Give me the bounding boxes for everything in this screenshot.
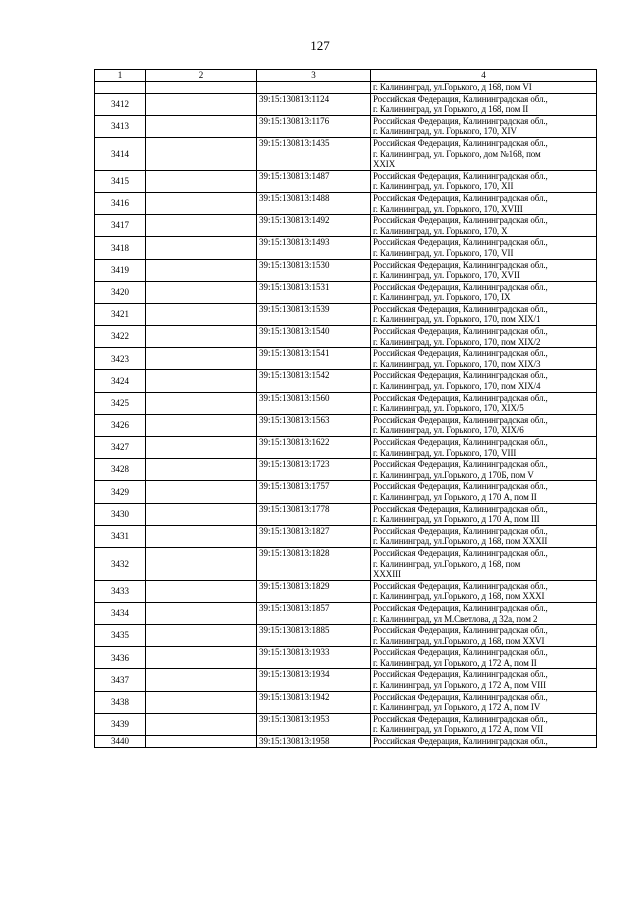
cell-address bbox=[371, 525, 597, 547]
table-row bbox=[95, 669, 597, 691]
address-line: г. Калининград, ул.Горького, д 168, пом XXVI bbox=[373, 635, 545, 646]
cell-cadastral: 39:15:130813:1933 bbox=[257, 647, 371, 669]
address-line: г. Калининград, ул Горького, д 170 А, пом II bbox=[373, 491, 537, 502]
cell-cadastral: 39:15:130813:1934 bbox=[257, 669, 371, 691]
address-line: г. Калининград, ул.Горького, д 168, пом bbox=[373, 558, 521, 569]
cell-col2 bbox=[146, 647, 257, 669]
address-line: Российская Федерация, Калининградская обл., bbox=[373, 459, 548, 470]
cell-col2 bbox=[146, 370, 257, 392]
cell-cadastral: 39:15:130813:1435 bbox=[257, 137, 371, 170]
address-line: Российская Федерация, Калининградская обл., bbox=[373, 137, 548, 148]
address-line: г. Калининград, ул Горького, д 168, пом II bbox=[373, 104, 529, 115]
cell-number: 3429 bbox=[95, 481, 146, 503]
cell-cadastral: 39:15:130813:1828 bbox=[257, 547, 371, 580]
cell-number bbox=[95, 82, 146, 94]
cell-address bbox=[371, 547, 597, 580]
cell-cadastral: 39:15:130813:1778 bbox=[257, 503, 371, 525]
cell-col2 bbox=[146, 580, 257, 602]
address-line: г. Калининград, ул. Горького, дом №168, пом bbox=[373, 148, 541, 159]
table-row bbox=[95, 736, 597, 748]
table-row bbox=[95, 137, 597, 170]
table-row bbox=[95, 437, 597, 459]
table-row bbox=[95, 281, 597, 303]
address-line: Российская Федерация, Калининградская обл., bbox=[373, 669, 548, 680]
address-line: г. Калининград, ул Горького, д 172 А, пом II bbox=[373, 657, 537, 668]
cell-col2 bbox=[146, 414, 257, 436]
cell-address bbox=[371, 259, 597, 281]
cell-number: 3439 bbox=[95, 713, 146, 735]
cell-number: 3426 bbox=[95, 414, 146, 436]
cell-address bbox=[371, 691, 597, 713]
cell-number: 3423 bbox=[95, 348, 146, 370]
cell-cadastral: 39:15:130813:1958 bbox=[257, 736, 371, 748]
table-row bbox=[95, 602, 597, 624]
address-line: Российская Федерация, Калининградская обл., bbox=[373, 437, 548, 447]
cell-cadastral: 39:15:130813:1176 bbox=[257, 115, 371, 137]
cell-number: 3435 bbox=[95, 625, 146, 647]
address-line: г. Калининград, ул. Горького, 170, XVIII bbox=[373, 203, 523, 214]
address-line: Российская Федерация, Калининградская обл., bbox=[373, 602, 548, 613]
address-line: Российская Федерация, Калининградская обл., bbox=[373, 215, 548, 226]
cell-address bbox=[371, 326, 597, 348]
cell-number: 3437 bbox=[95, 669, 146, 691]
cell-cadastral: 39:15:130813:1493 bbox=[257, 237, 371, 259]
address-line: Российская Федерация, Калининградская обл., bbox=[373, 547, 548, 558]
cell-address bbox=[371, 437, 597, 459]
address-line: г. Калининград, ул. Горького, 170, пом XIX/4 bbox=[373, 381, 541, 392]
address-line: г. Калининград, ул. Горького, 170, XIX/6 bbox=[373, 425, 524, 436]
address-line: Российская Федерация, Калининградская обл., bbox=[373, 414, 548, 425]
cell-col2 bbox=[146, 82, 257, 94]
table-row bbox=[95, 370, 597, 392]
address-line: г. Калининград, ул Горького, д 170 А, пом III bbox=[373, 514, 540, 525]
cell-col2 bbox=[146, 93, 257, 115]
table-row bbox=[95, 414, 597, 436]
cell-cadastral: 39:15:130813:1540 bbox=[257, 326, 371, 348]
table-row bbox=[95, 525, 597, 547]
cell-number: 3419 bbox=[95, 259, 146, 281]
cell-cadastral: 39:15:130813:1942 bbox=[257, 691, 371, 713]
cell-number: 3425 bbox=[95, 392, 146, 414]
column-header-4: 4 bbox=[371, 70, 597, 82]
table-header bbox=[95, 70, 597, 82]
cell-address bbox=[371, 459, 597, 481]
cell-number: 3417 bbox=[95, 215, 146, 237]
address-line: Российская Федерация, Калининградская обл., bbox=[373, 115, 548, 126]
cell-address bbox=[371, 303, 597, 325]
table-row bbox=[95, 326, 597, 348]
continuation-row bbox=[95, 82, 597, 94]
address-line: г. Калининград, ул. Горького, 170, XVII bbox=[373, 270, 520, 281]
address-line: Российская Федерация, Калининградская обл., bbox=[373, 691, 548, 702]
cell-number: 3414 bbox=[95, 137, 146, 170]
cell-number: 3427 bbox=[95, 437, 146, 459]
cell-col2 bbox=[146, 303, 257, 325]
cell-address bbox=[371, 170, 597, 192]
page-number: 127 bbox=[310, 38, 330, 53]
cell-col2 bbox=[146, 170, 257, 192]
address-line: г. Калининград, ул. Горького, 170, X bbox=[373, 225, 508, 236]
cell-col2 bbox=[146, 481, 257, 503]
cell-cadastral: 39:15:130813:1539 bbox=[257, 303, 371, 325]
cell-number: 3434 bbox=[95, 602, 146, 624]
cell-col2 bbox=[146, 259, 257, 281]
address-line: XXXIII bbox=[373, 569, 401, 580]
address-line: Российская Федерация, Калининградская обл., bbox=[373, 237, 548, 248]
table-row bbox=[95, 192, 597, 214]
address-line: г. Калининград, ул. Горького, 170, VII bbox=[373, 247, 514, 258]
cell-number: 3440 bbox=[95, 736, 146, 748]
address-line: Российская Федерация, Калининградская обл., bbox=[373, 481, 548, 492]
cell-col2 bbox=[146, 237, 257, 259]
cell-col2 bbox=[146, 669, 257, 691]
address-line: Российская Федерация, Калининградская обл., bbox=[373, 525, 548, 536]
table-row bbox=[95, 481, 597, 503]
cell-col2 bbox=[146, 137, 257, 170]
cell-col2 bbox=[146, 736, 257, 748]
address-line: Российская Федерация, Калининградская обл., bbox=[373, 370, 548, 381]
address-line: г. Калининград, ул Горького, д 172 А, пом VII bbox=[373, 724, 544, 735]
cell-cadastral: 39:15:130813:1487 bbox=[257, 170, 371, 192]
address-line: г. Калининград, ул.Горького, д 168, пом XXXII bbox=[373, 536, 548, 547]
cell-number: 3433 bbox=[95, 580, 146, 602]
column-header-1: 1 bbox=[95, 70, 146, 82]
cell-cadastral: 39:15:130813:1488 bbox=[257, 192, 371, 214]
cell-address bbox=[371, 580, 597, 602]
table-row bbox=[95, 215, 597, 237]
cell-cadastral: 39:15:130813:1124 bbox=[257, 93, 371, 115]
cell-number: 3413 bbox=[95, 115, 146, 137]
cell-col2 bbox=[146, 392, 257, 414]
table-body bbox=[95, 82, 597, 748]
cell-col2 bbox=[146, 192, 257, 214]
cell-cadastral: 39:15:130813:1622 bbox=[257, 437, 371, 459]
address-line: Российская Федерация, Калининградская обл., bbox=[373, 170, 548, 181]
address-line: г. Калининград, ул. Горького, 170, VIII bbox=[373, 447, 517, 458]
register-table bbox=[94, 69, 597, 748]
address-line: Российская Федерация, Калининградская обл., bbox=[373, 736, 548, 747]
address-line: г. Калининград, ул. Горького, 170, XIX/5 bbox=[373, 403, 524, 414]
cell-col2 bbox=[146, 115, 257, 137]
table-row bbox=[95, 170, 597, 192]
address-line: Российская Федерация, Калининградская обл., bbox=[373, 281, 548, 292]
cell-address: г. Калининград, ул.Горького, д 168, пом VI bbox=[371, 82, 597, 94]
cell-number: 3438 bbox=[95, 691, 146, 713]
cell-number: 3424 bbox=[95, 370, 146, 392]
cell-address bbox=[371, 414, 597, 436]
cell-cadastral: 39:15:130813:1953 bbox=[257, 713, 371, 735]
address-line: г. Калининград, ул.Горького, д 168, пом XXXI bbox=[373, 591, 545, 602]
cell-address bbox=[371, 481, 597, 503]
cell-number: 3430 bbox=[95, 503, 146, 525]
cell-cadastral: 39:15:130813:1827 bbox=[257, 525, 371, 547]
cell-number: 3436 bbox=[95, 647, 146, 669]
cell-address bbox=[371, 713, 597, 735]
cell-number: 3428 bbox=[95, 459, 146, 481]
cell-cadastral: 39:15:130813:1560 bbox=[257, 392, 371, 414]
cell-address bbox=[371, 736, 597, 748]
cell-address bbox=[371, 281, 597, 303]
cell-cadastral: 39:15:130813:1492 bbox=[257, 215, 371, 237]
table-row bbox=[95, 459, 597, 481]
table-row bbox=[95, 237, 597, 259]
address-line: Российская Федерация, Калининградская обл., bbox=[373, 713, 548, 724]
cell-cadastral bbox=[257, 82, 371, 94]
address-line: Российская Федерация, Калининградская обл., bbox=[373, 392, 548, 403]
cell-cadastral: 39:15:130813:1857 bbox=[257, 602, 371, 624]
address-line: Российская Федерация, Калининградская обл., bbox=[373, 580, 548, 591]
cell-col2 bbox=[146, 547, 257, 580]
cell-cadastral: 39:15:130813:1541 bbox=[257, 348, 371, 370]
cell-cadastral: 39:15:130813:1542 bbox=[257, 370, 371, 392]
address-line: г. Калининград, ул М.Светлова, д 32а, пом 2 bbox=[373, 613, 538, 624]
address-line: г. Калининград, ул. Горького, 170, пом XIX/3 bbox=[373, 358, 541, 369]
address-line: г. Калининград, ул.Горького, д 170Б, пом V bbox=[373, 469, 534, 480]
table-row bbox=[95, 93, 597, 115]
cell-col2 bbox=[146, 625, 257, 647]
column-header-2: 2 bbox=[146, 70, 257, 82]
table-row bbox=[95, 713, 597, 735]
header-row bbox=[95, 70, 597, 82]
column-header-3: 3 bbox=[257, 70, 371, 82]
cell-col2 bbox=[146, 459, 257, 481]
cell-address bbox=[371, 503, 597, 525]
cell-address bbox=[371, 137, 597, 170]
cell-address bbox=[371, 115, 597, 137]
cell-col2 bbox=[146, 348, 257, 370]
cell-address bbox=[371, 669, 597, 691]
cell-address bbox=[371, 215, 597, 237]
cell-number: 3420 bbox=[95, 281, 146, 303]
address-line: Российская Федерация, Калининградская обл., bbox=[373, 303, 548, 314]
address-line: г. Калининград, ул Горького, д 172 А, пом IV bbox=[373, 702, 541, 713]
cell-address bbox=[371, 348, 597, 370]
address-line: Российская Федерация, Калининградская обл., bbox=[373, 259, 548, 270]
table-row bbox=[95, 580, 597, 602]
table-row bbox=[95, 547, 597, 580]
cell-col2 bbox=[146, 503, 257, 525]
address-line: Российская Федерация, Калининградская обл., bbox=[373, 625, 548, 636]
cell-address bbox=[371, 647, 597, 669]
address-line: г. Калининград, ул Горького, д 172 А, пом VIII bbox=[373, 680, 546, 691]
cell-col2 bbox=[146, 525, 257, 547]
cell-col2 bbox=[146, 215, 257, 237]
cell-number: 3421 bbox=[95, 303, 146, 325]
cell-cadastral: 39:15:130813:1530 bbox=[257, 259, 371, 281]
address-line: г. Калининград, ул. Горького, 170, XIV bbox=[373, 126, 517, 137]
cell-address bbox=[371, 625, 597, 647]
cell-address bbox=[371, 602, 597, 624]
cell-cadastral: 39:15:130813:1531 bbox=[257, 281, 371, 303]
table-row bbox=[95, 691, 597, 713]
table-row bbox=[95, 303, 597, 325]
address-line: Российская Федерация, Калининградская обл., bbox=[373, 93, 548, 104]
table-row bbox=[95, 503, 597, 525]
address-line: г. Калининград, ул. Горького, 170, пом XIX/1 bbox=[373, 314, 541, 325]
cell-number: 3415 bbox=[95, 170, 146, 192]
table-row bbox=[95, 625, 597, 647]
cell-address bbox=[371, 392, 597, 414]
address-line: Российская Федерация, Калининградская обл., bbox=[373, 348, 548, 359]
cell-number: 3432 bbox=[95, 547, 146, 580]
cell-col2 bbox=[146, 326, 257, 348]
cell-address bbox=[371, 192, 597, 214]
address-line: г. Калининград, ул. Горького, 170, IX bbox=[373, 292, 511, 303]
cell-cadastral: 39:15:130813:1563 bbox=[257, 414, 371, 436]
cell-number: 3431 bbox=[95, 525, 146, 547]
cell-address bbox=[371, 93, 597, 115]
cell-number: 3418 bbox=[95, 237, 146, 259]
cell-cadastral: 39:15:130813:1829 bbox=[257, 580, 371, 602]
table-row bbox=[95, 115, 597, 137]
table-row bbox=[95, 392, 597, 414]
address-line: XXIX bbox=[373, 159, 396, 170]
table-row bbox=[95, 348, 597, 370]
cell-col2 bbox=[146, 691, 257, 713]
address-line: Российская Федерация, Калининградская обл., bbox=[373, 647, 548, 658]
table-row bbox=[95, 259, 597, 281]
cell-col2 bbox=[146, 281, 257, 303]
cell-col2 bbox=[146, 713, 257, 735]
cell-cadastral: 39:15:130813:1723 bbox=[257, 459, 371, 481]
cell-number: 3422 bbox=[95, 326, 146, 348]
address-line: г. Калининград, ул. Горького, 170, пом XIX/2 bbox=[373, 336, 541, 347]
cell-address bbox=[371, 370, 597, 392]
cell-col2 bbox=[146, 602, 257, 624]
cell-number: 3412 bbox=[95, 93, 146, 115]
table-row bbox=[95, 647, 597, 669]
cell-cadastral: 39:15:130813:1885 bbox=[257, 625, 371, 647]
address-line: Российская Федерация, Калининградская обл., bbox=[373, 503, 548, 514]
address-line: Российская Федерация, Калининградская обл., bbox=[373, 192, 548, 203]
cell-address bbox=[371, 237, 597, 259]
cell-number: 3416 bbox=[95, 192, 146, 214]
address-line: Российская Федерация, Калининградская обл., bbox=[373, 326, 548, 337]
cell-cadastral: 39:15:130813:1757 bbox=[257, 481, 371, 503]
cell-col2 bbox=[146, 437, 257, 459]
address-line: г. Калининград, ул. Горького, 170, XII bbox=[373, 181, 514, 192]
